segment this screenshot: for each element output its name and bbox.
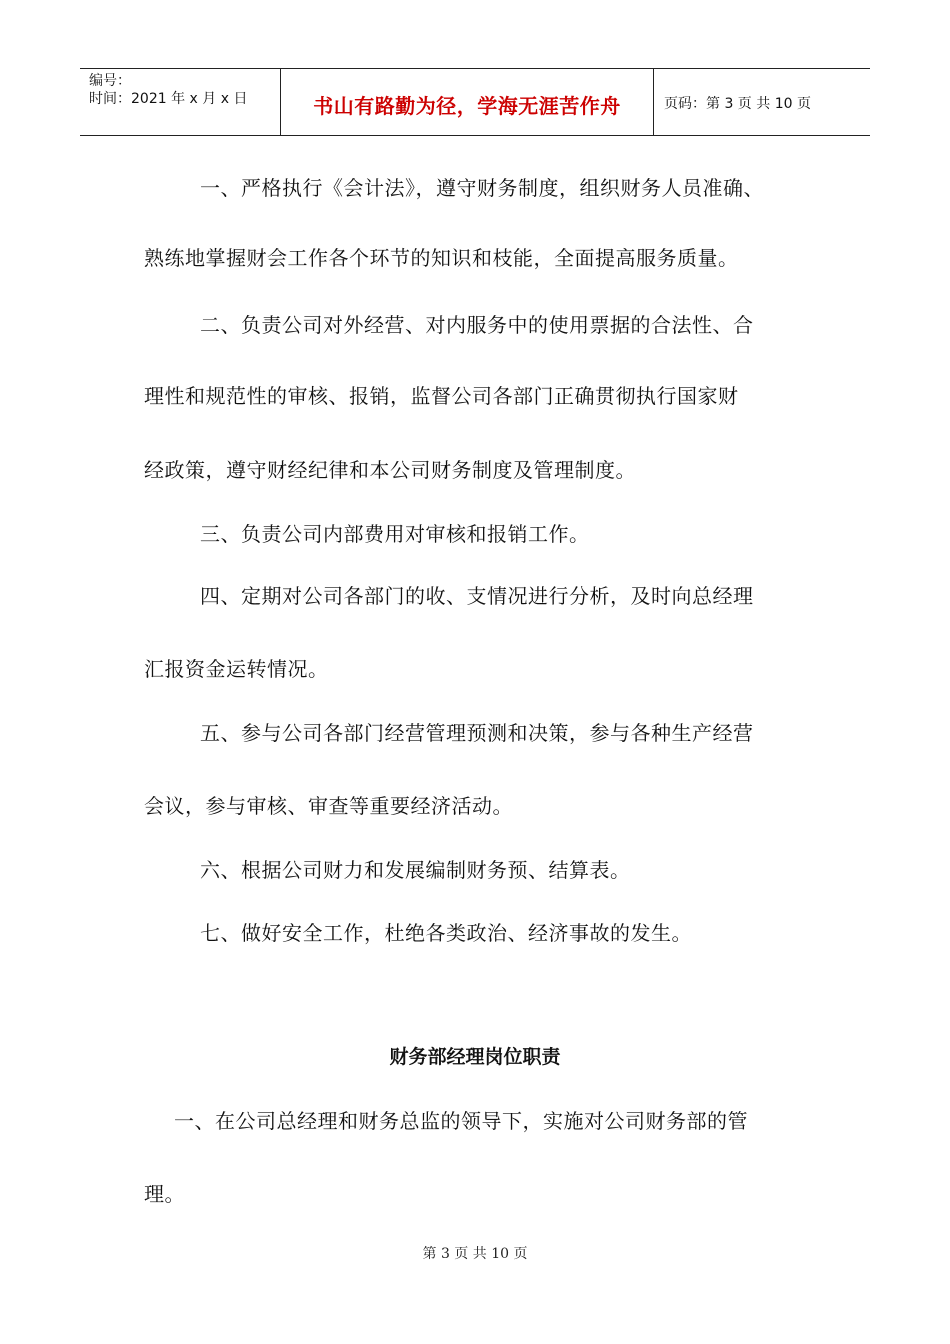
section-title: 财务部经理岗位职责 (389, 1046, 561, 1068)
document-date-label: 时间：2021 年 x 月 x 日 (89, 91, 248, 107)
body-line: 七、做好安全工作，杜绝各类政治、经济事故的发生。 (200, 921, 692, 945)
body-line: 五、参与公司各部门经营管理预测和决策，参与各种生产经营 (200, 721, 754, 745)
section-line: 一、在公司总经理和财务总监的领导下，实施对公司财务部的管 (174, 1109, 748, 1133)
body-line: 理性和规范性的审核、报销，监督公司各部门正确贯彻执行国家财 (144, 384, 739, 408)
document-header (80, 68, 870, 136)
body-line: 汇报资金运转情况。 (144, 657, 329, 681)
header-meta (80, 69, 281, 135)
body-line: 经政策，遵守财经纪律和本公司财务制度及管理制度。 (144, 458, 636, 482)
body-line: 六、根据公司财力和发展编制财务预、结算表。 (200, 858, 631, 882)
header-motto: 书山有路勤为径，学海无涯苦作舟 (281, 69, 654, 135)
page-footer: 第 3 页 共 10 页 (422, 1246, 528, 1262)
section-line: 理。 (144, 1182, 185, 1206)
body-line: 二、负责公司对外经营、对内服务中的使用票据的合法性、合 (200, 313, 754, 337)
body-line: 三、负责公司内部费用对审核和报销工作。 (200, 522, 590, 546)
header-page-info: 页码：第 3 页 共 10 页 (664, 96, 811, 112)
document-number-label: 编号： (89, 73, 131, 89)
body-line: 一、严格执行《会计法》，遵守财务制度，组织财务人员准确、 (200, 176, 764, 200)
body-line: 熟练地掌握财会工作各个环节的知识和枝能，全面提高服务质量。 (144, 246, 739, 270)
body-line: 会议，参与审核、审查等重要经济活动。 (144, 794, 513, 818)
body-line: 四、定期对公司各部门的收、支情况进行分析，及时向总经理 (200, 584, 754, 608)
